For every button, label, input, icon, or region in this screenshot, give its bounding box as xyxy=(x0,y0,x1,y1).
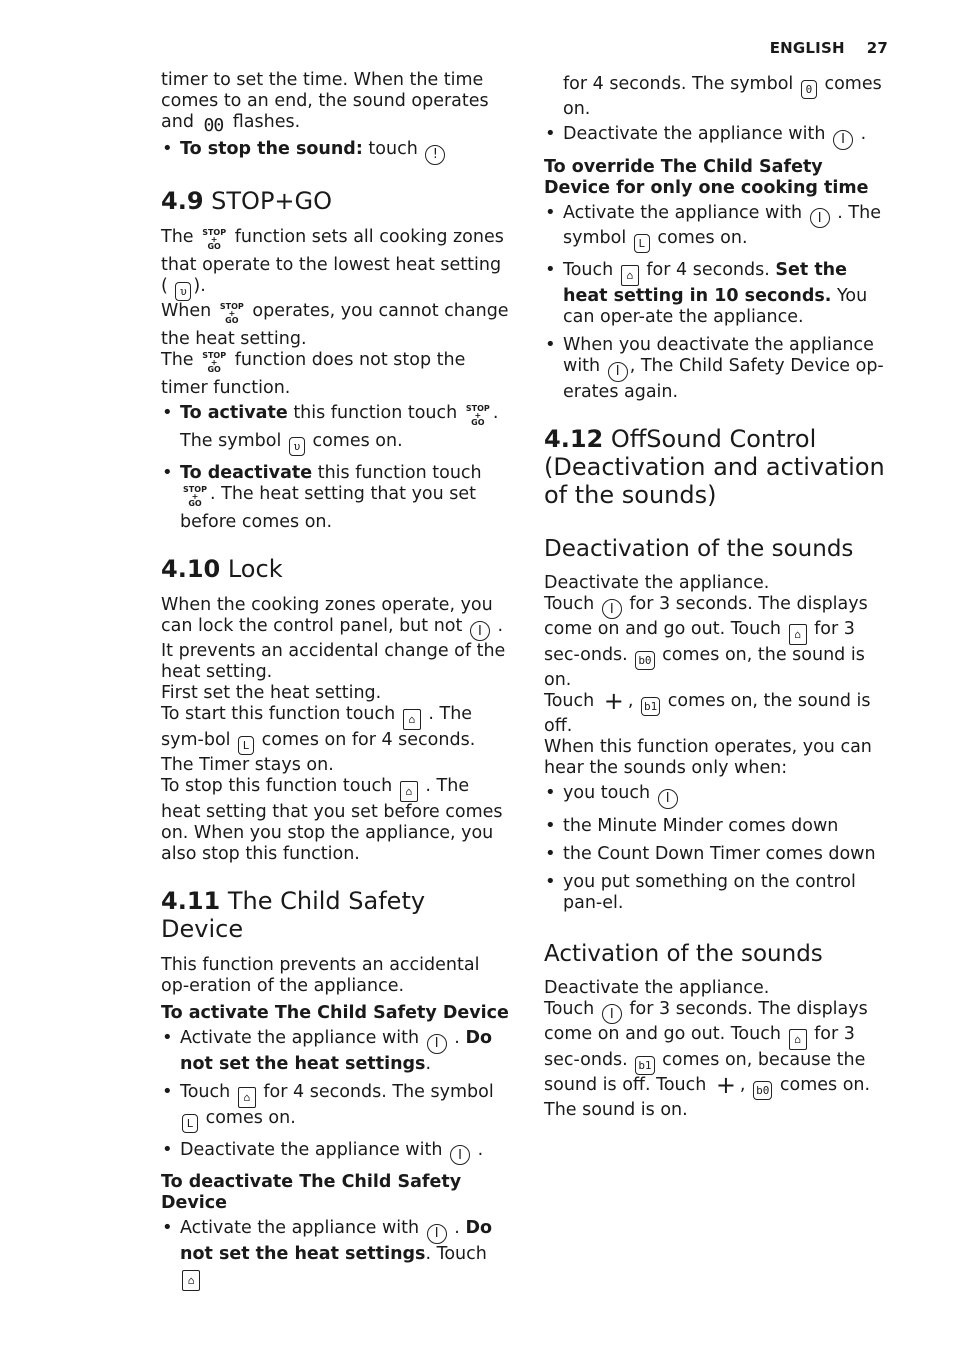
list-item: • Deactivate the appliance with I . xyxy=(161,1140,513,1166)
activate-list xyxy=(161,1028,513,1165)
lock-icon: ⌂ xyxy=(789,1029,807,1050)
sound-on-icon: b0 xyxy=(635,651,654,670)
lock-icon: ⌂ xyxy=(400,781,418,802)
lock-icon: ⌂ xyxy=(238,1087,256,1108)
left-column xyxy=(161,70,513,1298)
low-heat-icon: υ xyxy=(175,282,191,301)
sound-off-icon: b1 xyxy=(641,697,660,716)
list-item: • To stop the sound: touch ! xyxy=(161,139,513,165)
power-icon: I xyxy=(658,789,678,809)
child-lock-icon: L xyxy=(182,1114,198,1133)
list-item: • Activate the appliance with I . Do not set the heat settings. Touch ⌂ xyxy=(161,1218,513,1291)
continuation-paragraph: for 4 seconds. The symbol 0 comes on. xyxy=(563,74,882,119)
lock-icon: ⌂ xyxy=(789,624,807,645)
power-icon: I xyxy=(450,1145,470,1165)
page-number: 27 xyxy=(866,39,888,57)
list-item: • Touch ⌂ for 4 seconds. Set the heat setting in 10 seconds. You can oper-ate the appliance. xyxy=(544,260,894,328)
list-item: • To activate this function touch STOP + GO . The symbol υ comes on. xyxy=(161,403,513,456)
stop-go-icon: STOP + GO xyxy=(219,301,244,325)
right-column xyxy=(544,70,894,1121)
power-icon: I xyxy=(427,1034,447,1054)
lock-paragraph: First set the heat setting. xyxy=(161,683,382,703)
list-item: • Activate the appliance with I . Do not set the heat settings. xyxy=(161,1028,513,1075)
list-item: • Touch ⌂ for 4 seconds. The symbol L comes on. xyxy=(161,1082,513,1133)
list-item: • you touch I xyxy=(544,783,894,809)
power-icon: I xyxy=(602,1004,622,1024)
section-heading-4-9: 4.9 STOP+GO xyxy=(161,186,333,215)
activation-heading: Activation of the sounds xyxy=(544,940,823,967)
list-item: • When you deactivate the appliance with I , The Child Safety Device op-erates again. xyxy=(544,335,894,403)
deactivation-paragraph: Touch + , b1 comes on, the sound is off. xyxy=(544,687,871,736)
stop-go-icon: STOP + GO xyxy=(183,484,207,508)
plus-icon: + xyxy=(715,1071,736,1099)
zero-icon: 0 xyxy=(801,80,817,99)
activation-paragraph: Touch I for 3 seconds. The displays come on and go out. Touch ⌂ for 3 sec-onds. b1 comes on, because the sound is off. Touch + , b0 comes on. The sound is on. xyxy=(544,998,871,1120)
deactivation-paragraph: Deactivate the appliance. xyxy=(544,572,770,593)
power-icon: I xyxy=(602,599,622,619)
power-icon: I xyxy=(810,208,830,228)
sound-on-icon: b0 xyxy=(753,1081,772,1100)
deactivation-heading: Deactivation of the sounds xyxy=(544,535,854,562)
lock-icon: ⌂ xyxy=(182,1270,200,1291)
activation-paragraph: Deactivate the appliance. xyxy=(544,977,770,998)
timer-alert-icon: ! xyxy=(425,145,445,165)
power-icon: I xyxy=(608,362,628,382)
stopgo-paragraph: When STOP + GO operates, you cannot change the heat setting. xyxy=(161,300,509,349)
section-heading-4-11: 4.11 The Child Safety Device xyxy=(161,887,426,943)
power-icon: I xyxy=(470,621,490,641)
low-heat-icon: υ xyxy=(289,437,305,456)
power-icon: I xyxy=(427,1224,447,1244)
power-icon: I xyxy=(833,130,853,150)
child-lock-icon: L xyxy=(634,234,650,253)
stop-sound-list xyxy=(161,139,513,165)
lock-paragraph: To stop this function touch ⌂ . The heat setting that you set before comes on. When you stop the appliance, you also stop this function. xyxy=(161,776,503,864)
subheading-override: To override The Child Safety Device for only one cooking time xyxy=(544,156,869,198)
list-item: • Activate the appliance with I . The symbol L comes on. xyxy=(544,203,894,254)
list-item: • the Minute Minder comes down xyxy=(544,816,894,837)
child-lock-icon: L xyxy=(238,736,254,755)
deactivation-paragraph: When this function operates, you can hear the sounds only when: xyxy=(544,737,872,778)
list-item: • you put something on the control pan-el. xyxy=(544,872,894,914)
lock-paragraph: The Timer stays on. xyxy=(161,755,334,775)
stop-go-icon: STOP + GO xyxy=(202,227,227,251)
lock-icon: ⌂ xyxy=(621,265,639,286)
deactivate-list xyxy=(161,1218,513,1291)
child-safety-intro: This function prevents an accidental op-eration of the appliance. xyxy=(161,955,480,996)
stopgo-paragraph: The STOP + GO function sets all cooking zones that operate to the lowest heat setting ( υ ). xyxy=(161,227,513,301)
stop-go-icon: STOP + GO xyxy=(465,403,490,427)
subheading-deactivate: To deactivate The Child Safety Device xyxy=(161,1172,462,1213)
page-header xyxy=(770,38,888,59)
override-list xyxy=(544,203,894,403)
sound-off-icon: b1 xyxy=(635,1056,654,1075)
list-item: • the Count Down Timer comes down xyxy=(544,844,894,865)
list-item: • Deactivate the appliance with I . xyxy=(544,124,894,150)
section-heading-4-12: 4.12 OffSound Control (Deactivation and activation of the sounds) xyxy=(544,424,885,509)
intro-paragraph: timer to set the time. When the time comes to an end, the sound operates and 00 flashes. xyxy=(161,70,489,136)
language-label: ENGLISH xyxy=(769,39,845,57)
double-zero-icon: 00 xyxy=(203,115,224,136)
list-item: • To deactivate this function touch STOP + GO . The heat setting that you set before comes on. xyxy=(161,463,513,533)
stopgo-list xyxy=(161,403,513,533)
plus-icon: + xyxy=(603,687,624,715)
lock-icon: ⌂ xyxy=(403,709,421,730)
stop-go-icon: STOP + GO xyxy=(202,350,227,374)
sound-conditions-list xyxy=(544,783,894,914)
subheading-activate: To activate The Child Safety Device xyxy=(161,1003,509,1023)
lock-paragraph: When the cooking zones operate, you can lock the control panel, but not I . It prevents an accidental change of the heat setting. xyxy=(161,594,506,682)
continuation-list xyxy=(544,124,894,150)
section-heading-4-10: 4.10 Lock xyxy=(161,554,283,583)
stopgo-paragraph: The STOP + GO function does not stop the timer function. xyxy=(161,349,466,398)
lock-paragraph: To start this function touch ⌂ . The sym-bol L comes on for 4 seconds. xyxy=(161,704,513,755)
deactivation-paragraph: Touch I for 3 seconds. The displays come on and go out. Touch ⌂ for 3 sec-onds. b0 comes on, the sound is on. xyxy=(544,593,868,690)
